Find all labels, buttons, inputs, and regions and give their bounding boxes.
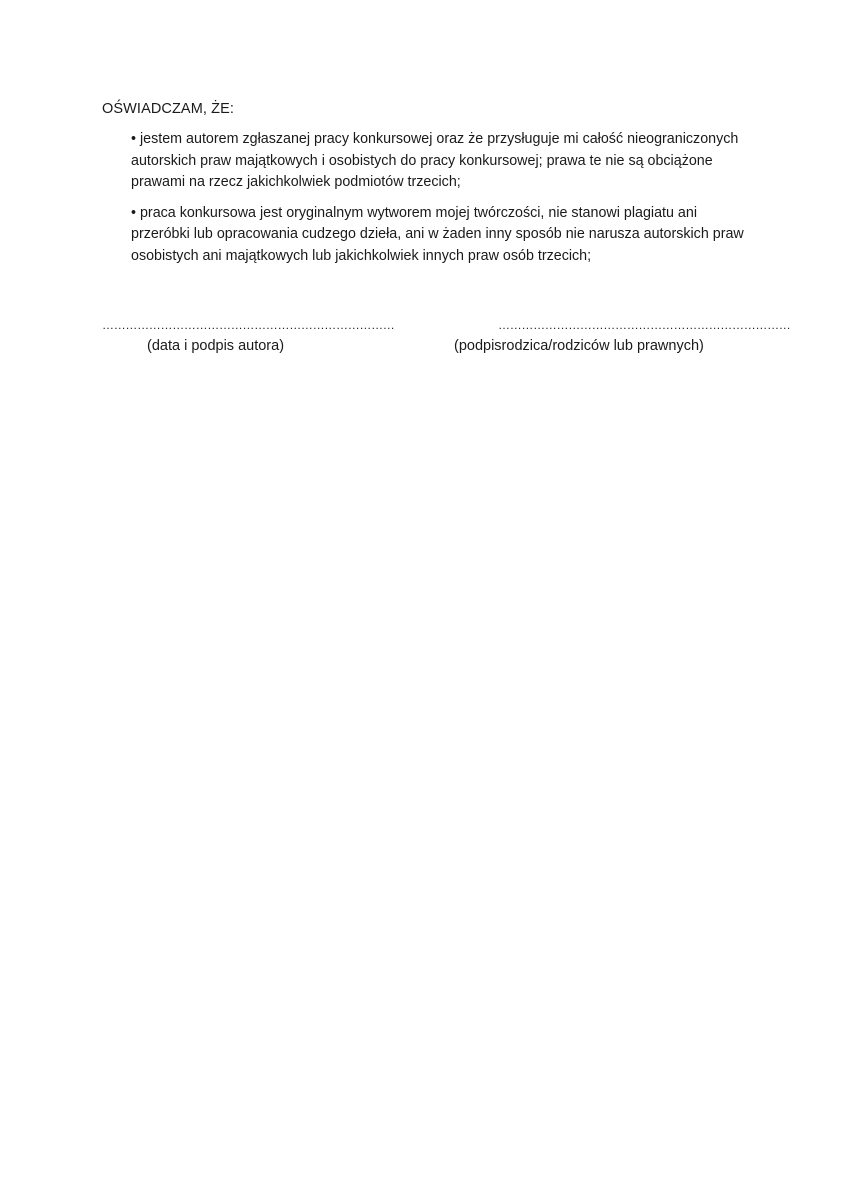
declaration-item	[131, 129, 771, 194]
declaration-line: przeróbki lub opracowania cudzego dzieła, ani w żaden inny sposób nie narusza autorskich praw	[131, 226, 744, 242]
declaration-line: prawami na rzecz jakichkolwiek podmiotów trzecich;	[131, 174, 461, 190]
declaration-line: • praca konkursowa jest oryginalnym wytworem mojej twórczości, nie stanowi plagiatu ani	[131, 204, 697, 221]
author-signature-line: …………………………………………………………………	[102, 318, 395, 332]
declaration-line: autorskich praw majątkowych i osobistych do pracy konkursowej; prawa te nie są obciążone	[131, 152, 713, 169]
declaration-list	[131, 129, 771, 276]
declaration-item	[131, 203, 771, 268]
parent-signature-line: …………………………………………………………………	[498, 318, 791, 332]
parent-signature-label: (podpisrodzica/rodziców lub prawnych)	[454, 338, 704, 354]
declaration-line: osobistych ani majątkowych lub jakichkolwiek innych praw osób trzecich;	[131, 247, 592, 264]
author-signature-label: (data i podpis autora)	[147, 338, 285, 354]
declaration-line: • jestem autorem zgłaszanej pracy konkursowej oraz że przysługuje mi całość nieograniczonych	[131, 131, 739, 147]
declaration-heading: OŚWIADCZAM, ŻE:	[102, 101, 234, 117]
